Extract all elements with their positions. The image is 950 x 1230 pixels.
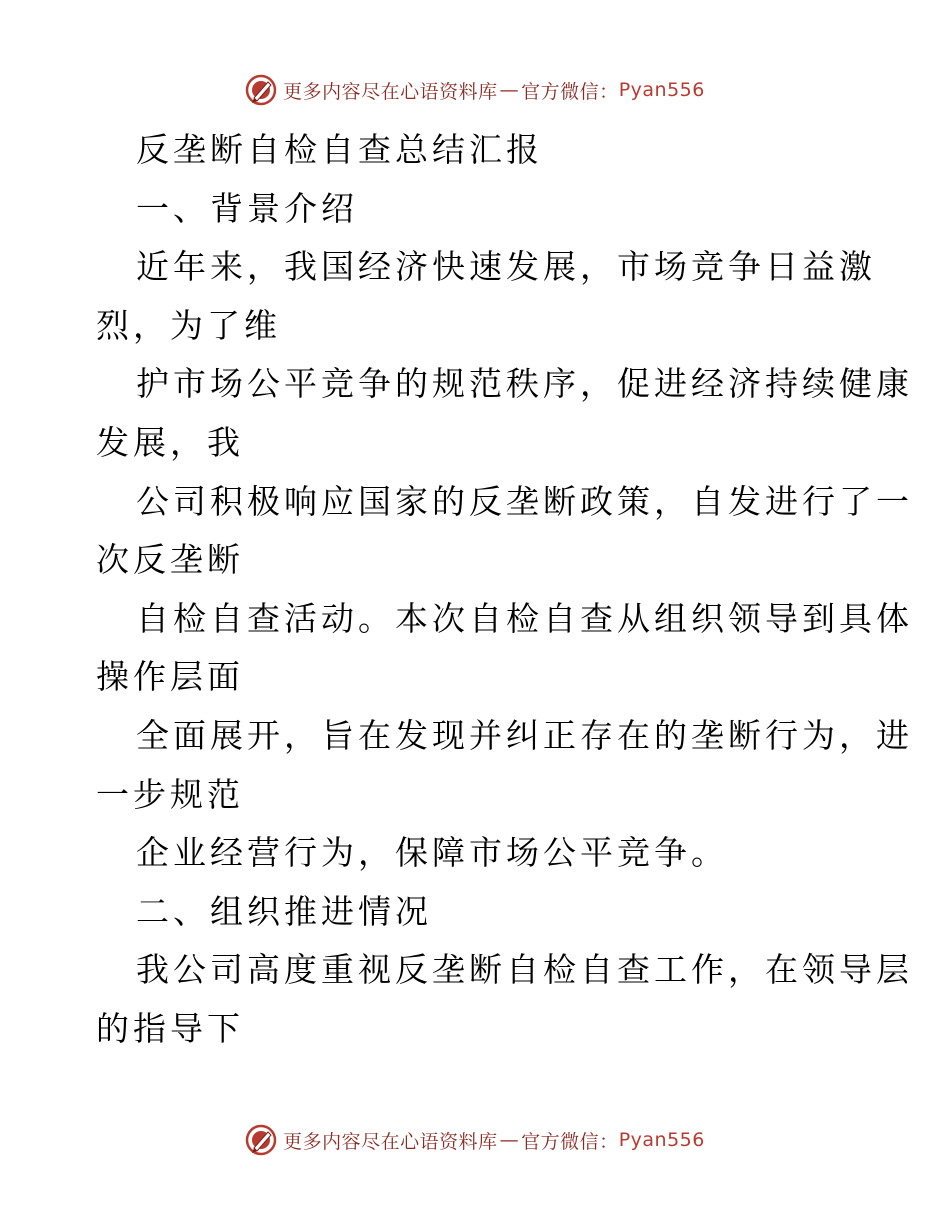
banner-contact-label: 官方微信： — [521, 80, 619, 103]
paragraph-line: 一步规范 — [96, 774, 244, 814]
paragraph-line: 发展，我 — [96, 422, 244, 462]
paragraph-line: 近年来，我国经济快速发展，市场竞争日益激 — [136, 247, 876, 287]
paragraph-line: 反垄断自检自查总结汇报 — [136, 130, 543, 169]
paragraph-line: 自检自查活动。本次自检自查从组织领导到具体 — [136, 598, 913, 638]
paragraph-line: 护市场公平竞争的规范秩序，促进经济持续健康 — [136, 364, 913, 404]
paragraph-line: 全面展开，旨在发现并纠正存在的垄断行为，进 — [136, 715, 913, 755]
paragraph-line: 的指导下 — [96, 1008, 244, 1048]
paragraph-line: 公司积极响应国家的反垄断政策，自发进行了一 — [136, 481, 913, 521]
banner-title: 更多内容尽在心语资料库 — [283, 1130, 498, 1153]
pen-logo-icon — [245, 1124, 277, 1156]
banner-title: 更多内容尽在心语资料库 — [283, 80, 498, 103]
banner-separator: — — [499, 79, 520, 101]
paragraph-line: 操作层面 — [96, 657, 244, 697]
banner-contact-label: 官方微信： — [521, 1130, 619, 1153]
paragraph-line: 烈，为了维 — [96, 305, 281, 345]
banner-separator: — — [499, 1129, 520, 1151]
paragraph-line: 一、背景介绍 — [136, 188, 358, 228]
banner-handle: Pyan556 — [618, 79, 705, 101]
header-banner — [0, 70, 950, 110]
footer-banner — [0, 1120, 950, 1160]
banner-handle: Pyan556 — [618, 1129, 705, 1151]
paragraph-line: 二、组织推进情况 — [136, 891, 432, 931]
paragraph-line: 企业经营行为，保障市场公平竞争。 — [136, 833, 728, 873]
paragraph-line: 次反垄断 — [96, 540, 244, 580]
document-body — [96, 121, 913, 1059]
paragraph-line: 我公司高度重视反垄断自检自查工作，在领导层 — [136, 950, 913, 990]
pen-logo-icon — [245, 74, 277, 106]
